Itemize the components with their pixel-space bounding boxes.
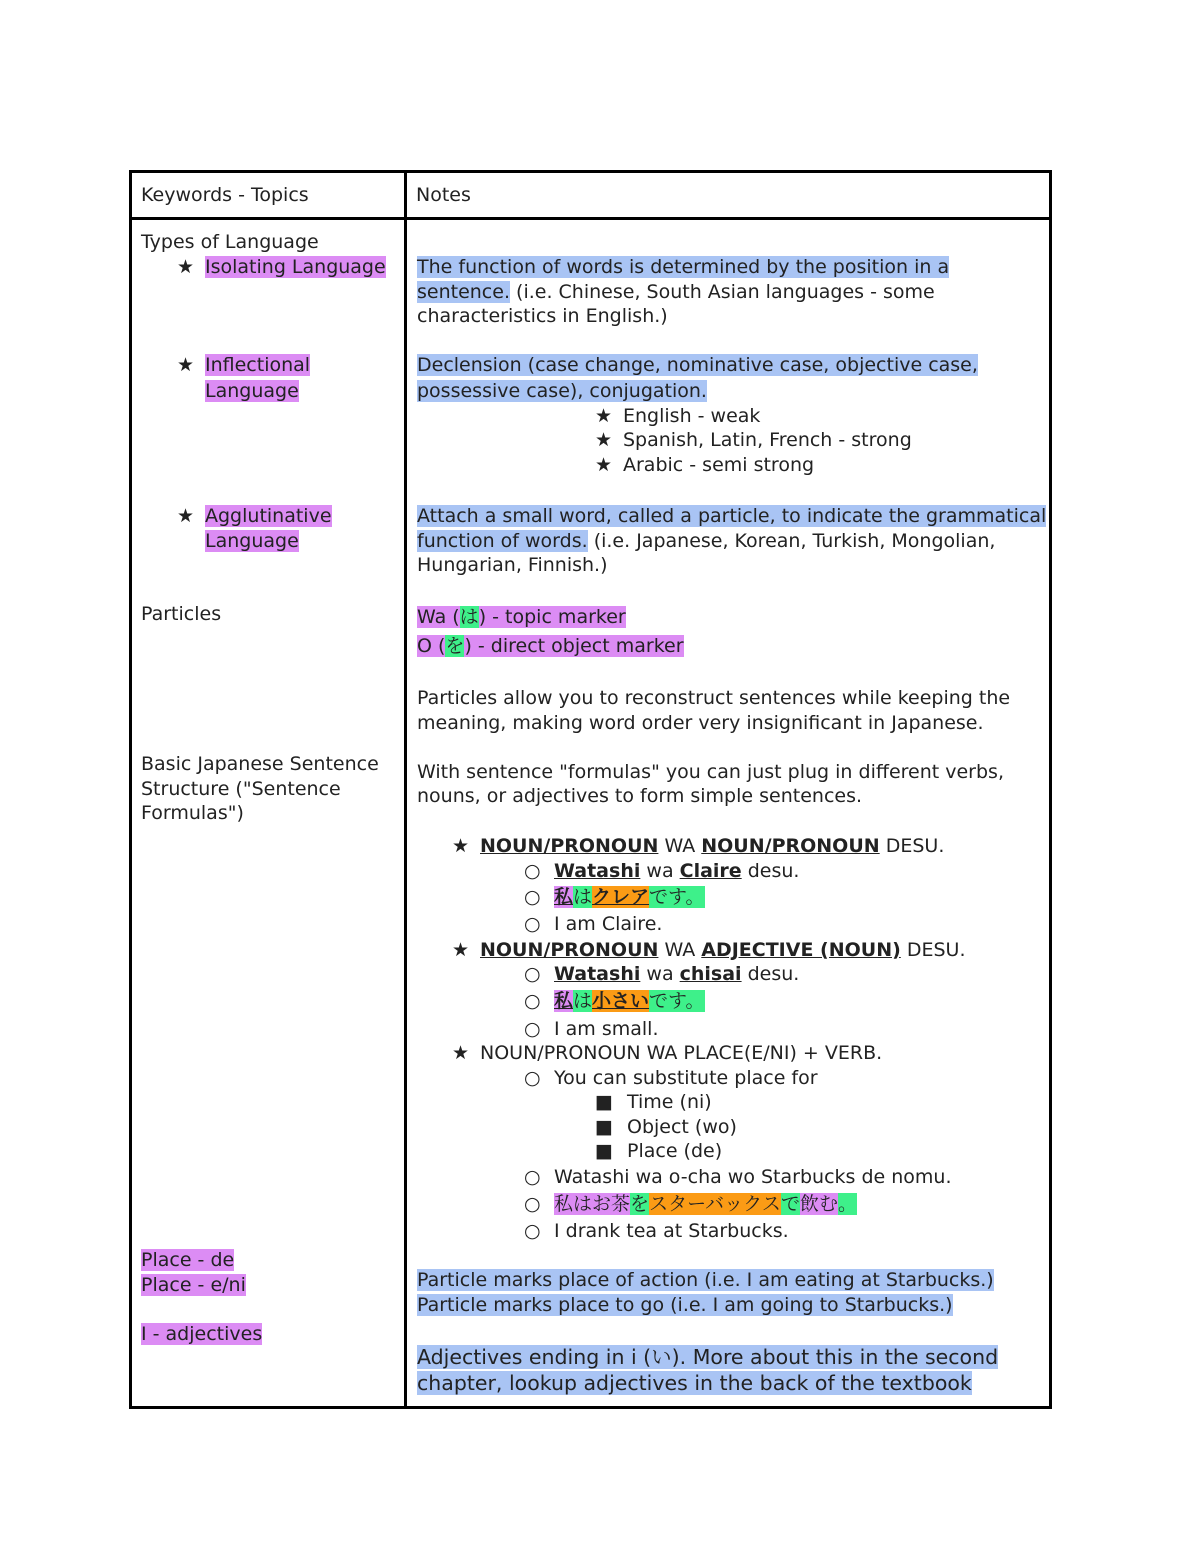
circle-icon: ○: [524, 990, 541, 1012]
header-keywords: Keywords - Topics: [141, 184, 309, 206]
square-icon: ■: [595, 1091, 613, 1113]
note-isolating-3: characteristics in English.): [417, 305, 668, 327]
note-formulas-2: nouns, or adjectives to form simple sentences.: [417, 785, 863, 807]
keyword-isolating: ★ Isolating Language: [177, 256, 386, 278]
star-icon: ★: [452, 1042, 470, 1064]
header-notes: Notes: [416, 184, 471, 206]
note-particle-o: O (を) - direct object marker: [417, 635, 684, 657]
keyword-place-eni: Place - e/ni: [141, 1274, 246, 1296]
note-place-go: Particle marks place to go (i.e. I am going to Starbucks.): [417, 1294, 953, 1316]
cornell-notes-table: [129, 170, 1052, 1409]
circle-icon: ○: [524, 913, 541, 935]
header-keywords-cell: [131, 172, 406, 219]
star-icon: ★: [452, 939, 470, 961]
star-icon: ★: [177, 354, 195, 376]
note-adjectives-2: chapter, lookup adjectives in the back of the textbook: [417, 1371, 972, 1395]
keyword-basic-1: Basic Japanese Sentence: [141, 753, 379, 775]
types-of-language: Types of Language: [141, 231, 319, 253]
formula-1-example-japanese: ○ 私はクレアです。: [524, 886, 705, 908]
keyword-agglutinative: ★ Agglutinative: [177, 505, 332, 527]
star-icon: ★: [177, 505, 195, 527]
formula-2: ★ NOUN/PRONOUN WA ADJECTIVE (NOUN) DESU.: [452, 939, 966, 961]
note-inflectional-bullet-english: ★ English - weak: [595, 405, 761, 427]
circle-icon: ○: [524, 1067, 541, 1089]
note-inflectional-2: possessive case), conjugation.: [417, 380, 707, 402]
note-formulas-1: With sentence "formulas" you can just plug in different verbs,: [417, 761, 1004, 783]
note-particles-1: Particles allow you to reconstruct sentences while keeping the: [417, 687, 1011, 709]
formula-3: ★ NOUN/PRONOUN WA PLACE(E/NI) + VERB.: [452, 1042, 883, 1064]
formula-3-time: ■ Time (ni): [595, 1091, 712, 1113]
keyword-i-adjectives: I - adjectives: [141, 1323, 263, 1345]
keyword-inflectional: ★ Inflectional: [177, 354, 311, 376]
note-particles-2: meaning, making word order very insignificant in Japanese.: [417, 712, 984, 734]
keyword-place-de: Place - de: [141, 1249, 235, 1271]
star-icon: ★: [595, 405, 613, 427]
formula-3-example-romaji: ○ Watashi wa o-cha wo Starbucks de nomu.: [524, 1166, 952, 1188]
formula-1: ★ NOUN/PRONOUN WA NOUN/PRONOUN DESU.: [452, 835, 945, 857]
circle-icon: ○: [524, 1018, 541, 1040]
notes-column: [406, 219, 1051, 1408]
keywords-column: [131, 219, 406, 1408]
circle-icon: ○: [524, 1193, 541, 1215]
note-inflectional-bullet-spanish: ★ Spanish, Latin, French - strong: [595, 429, 912, 451]
circle-icon: ○: [524, 860, 541, 882]
note-agglutinative-3: Hungarian, Finnish.): [417, 554, 608, 576]
formula-3-substitute: ○ You can substitute place for: [524, 1067, 818, 1089]
note-adjectives-1: Adjectives ending in i (い). More about this in the second: [417, 1345, 999, 1369]
circle-icon: ○: [524, 1220, 541, 1242]
note-agglutinative-1: Attach a small word, called a particle, to indicate the grammatical: [417, 505, 1047, 527]
square-icon: ■: [595, 1116, 613, 1138]
formula-2-example-romaji: ○ Watashi wa chisai desu.: [524, 963, 800, 985]
formula-3-place: ■ Place (de): [595, 1140, 723, 1162]
formula-3-example-english: ○ I drank tea at Starbucks.: [524, 1220, 789, 1242]
formula-3-example-japanese: ○ 私はお茶をスターバックスで飲む。: [524, 1193, 857, 1215]
circle-icon: ○: [524, 1166, 541, 1188]
star-icon: ★: [595, 454, 613, 476]
circle-icon: ○: [524, 963, 541, 985]
keyword-agglutinative-2: Language: [205, 530, 299, 552]
formula-3-object: ■ Object (wo): [595, 1116, 737, 1138]
note-inflectional-bullet-arabic: ★ Arabic - semi strong: [595, 454, 815, 476]
note-agglutinative-2: function of words. (i.e. Japanese, Korean, Turkish, Mongolian,: [417, 530, 996, 552]
formula-2-example-english: ○ I am small.: [524, 1018, 659, 1040]
star-icon: ★: [595, 429, 613, 451]
formula-1-example-romaji: ○ Watashi wa Claire desu.: [524, 860, 800, 882]
keyword-basic-3: Formulas"): [141, 802, 244, 824]
star-icon: ★: [452, 835, 470, 857]
header-notes-cell: [406, 172, 1051, 219]
note-isolating-2: sentence. (i.e. Chinese, South Asian languages - some: [417, 281, 935, 303]
note-place-action: Particle marks place of action (i.e. I am eating at Starbucks.): [417, 1269, 994, 1291]
square-icon: ■: [595, 1140, 613, 1162]
keyword-inflectional-2: Language: [205, 380, 299, 402]
formula-2-example-japanese: ○ 私は小さいです。: [524, 990, 705, 1012]
keyword-particles: Particles: [141, 603, 222, 625]
note-isolating-1: The function of words is determined by the position in a: [417, 256, 950, 278]
circle-icon: ○: [524, 886, 541, 908]
note-inflectional-1: Declension (case change, nominative case, objective case,: [417, 354, 978, 376]
star-icon: ★: [177, 256, 195, 278]
note-particle-wa: Wa (は) - topic marker: [417, 606, 626, 628]
keyword-basic-2: Structure ("Sentence: [141, 778, 341, 800]
formula-1-example-english: ○ I am Claire.: [524, 913, 663, 935]
